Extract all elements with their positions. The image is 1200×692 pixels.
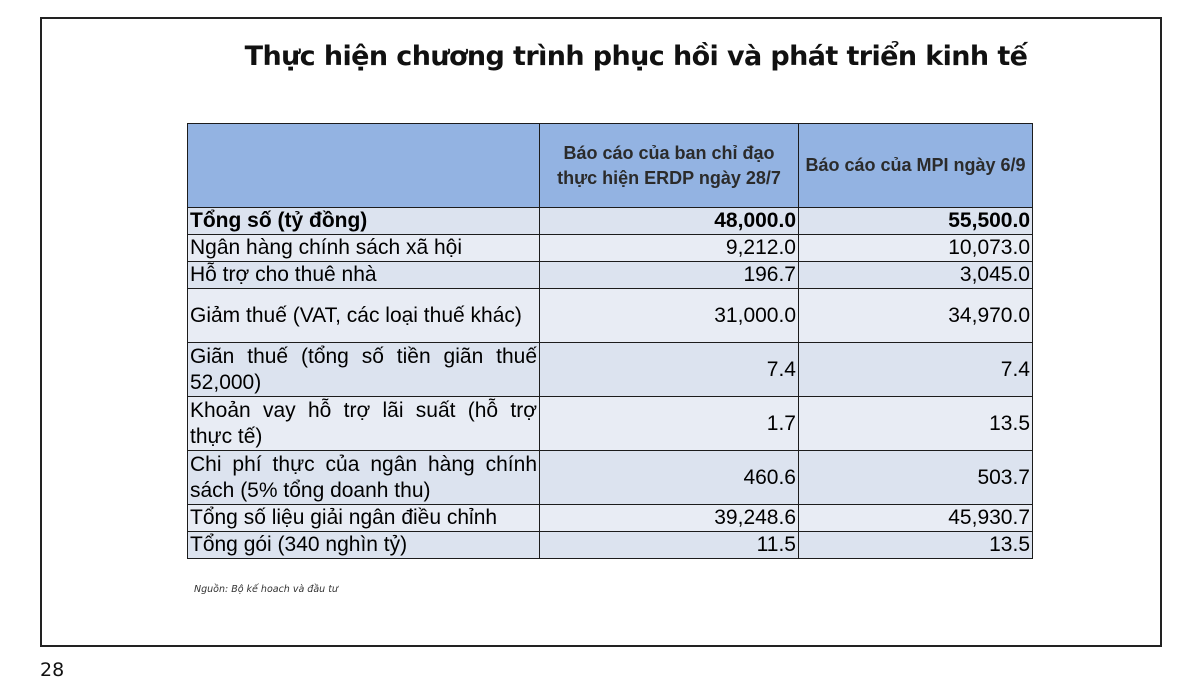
row-value-b: 3,045.0 (799, 262, 1033, 289)
row-value-a: 196.7 (540, 262, 799, 289)
row-label: Giảm thuế (VAT, các loại thuế khác) (188, 289, 540, 343)
row-label: Chi phí thực của ngân hàng chính sách (5% tổng doanh thu) (188, 451, 540, 505)
row-label: Hỗ trợ cho thuê nhà (188, 262, 540, 289)
row-value-b: 10,073.0 (799, 235, 1033, 262)
row-label: Tổng số liệu giải ngân điều chỉnh (188, 505, 540, 532)
header-label-cell (188, 124, 540, 208)
row-value-b: 55,500.0 (799, 208, 1033, 235)
table-row (188, 451, 1033, 505)
table-row (188, 397, 1033, 451)
source-note: Nguồn: Bộ kế hoach và đầu tư (194, 584, 338, 595)
row-value-a: 11.5 (540, 532, 799, 559)
table-row (188, 235, 1033, 262)
page-number: 28 (40, 659, 65, 681)
row-value-b: 7.4 (799, 343, 1033, 397)
table-row (188, 289, 1033, 343)
row-label: Tổng gói (340 nghìn tỷ) (188, 532, 540, 559)
row-value-a: 7.4 (540, 343, 799, 397)
slide-title: Thực hiện chương trình phục hồi và phát triển kinh tế (244, 41, 1028, 72)
data-table (187, 123, 1033, 559)
table-row (188, 343, 1033, 397)
slide-frame (40, 17, 1162, 647)
row-label: Khoản vay hỗ trợ lãi suất (hỗ trợ thực tế) (188, 397, 540, 451)
table-row (188, 208, 1033, 235)
row-value-b: 13.5 (799, 397, 1033, 451)
header-col-b: Báo cáo của MPI ngày 6/9 (799, 124, 1033, 208)
table-row (188, 262, 1033, 289)
row-value-a: 9,212.0 (540, 235, 799, 262)
row-value-b: 13.5 (799, 532, 1033, 559)
row-value-a: 1.7 (540, 397, 799, 451)
row-label: Tổng số (tỷ đồng) (188, 208, 540, 235)
row-label: Giãn thuế (tổng số tiền giãn thuế 52,000) (188, 343, 540, 397)
table-header-row (188, 124, 1033, 208)
table-row (188, 532, 1033, 559)
row-value-a: 48,000.0 (540, 208, 799, 235)
row-value-a: 39,248.6 (540, 505, 799, 532)
row-label: Ngân hàng chính sách xã hội (188, 235, 540, 262)
row-value-b: 503.7 (799, 451, 1033, 505)
row-value-a: 460.6 (540, 451, 799, 505)
row-value-b: 34,970.0 (799, 289, 1033, 343)
header-col-a: Báo cáo của ban chỉ đạo thực hiện ERDP ngày 28/7 (540, 124, 799, 208)
row-value-a: 31,000.0 (540, 289, 799, 343)
table-row (188, 505, 1033, 532)
row-value-b: 45,930.7 (799, 505, 1033, 532)
